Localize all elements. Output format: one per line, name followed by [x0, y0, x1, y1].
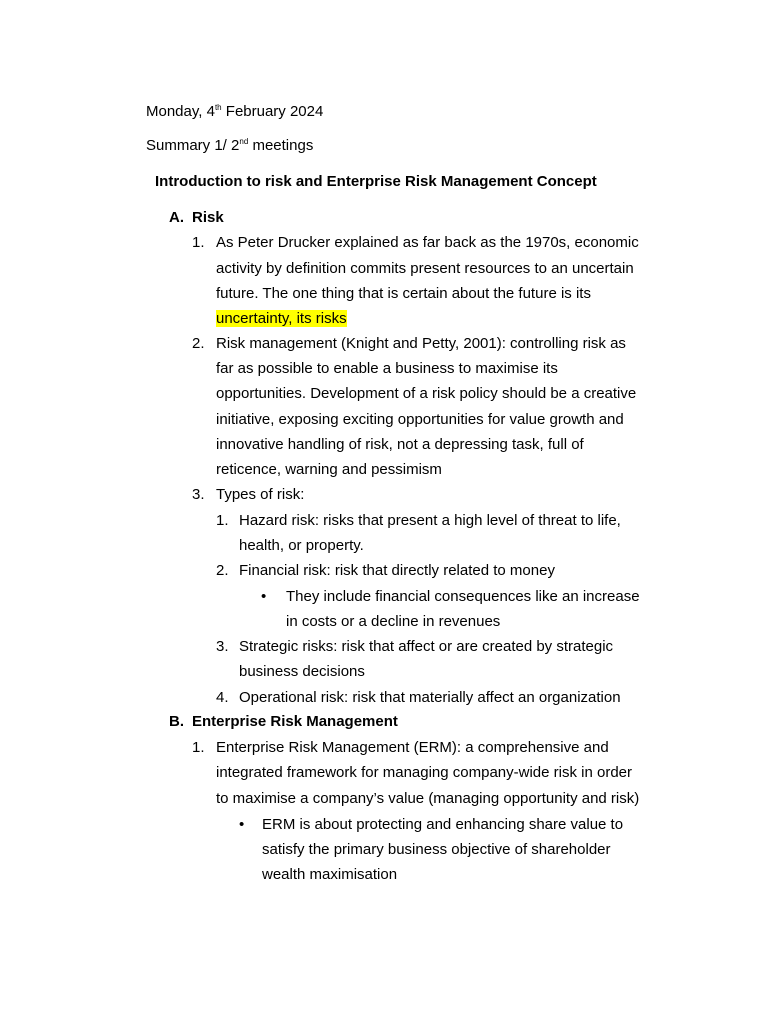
list-marker: 2.	[192, 335, 205, 352]
highlighted-text-line	[216, 310, 347, 328]
paragraph-line: reticence, warning and pessimism	[216, 461, 442, 478]
section-b-heading: Enterprise Risk Management	[192, 713, 398, 730]
paragraph-line: activity by definition commits present resources to an uncertain	[216, 260, 634, 277]
section-a-heading: Risk	[192, 209, 224, 226]
paragraph-line: opportunities. Development of a risk policy should be a creative	[216, 385, 637, 402]
summary-ordinal: nd	[239, 137, 249, 146]
list-marker: 1.	[216, 512, 229, 529]
paragraph-line: business decisions	[239, 663, 365, 680]
paragraph-line: As Peter Drucker explained as far back as the 1970s, economic	[216, 234, 639, 251]
paragraph-line: Operational risk: risk that materially affect an organization	[239, 689, 621, 706]
list-marker: 3.	[192, 486, 205, 503]
paragraph-line: ERM is about protecting and enhancing share value to	[262, 816, 624, 833]
paragraph-line: Strategic risks: risk that affect or are created by strategic	[239, 638, 614, 655]
highlighted-text: uncertainty, its risks	[216, 310, 347, 327]
paragraph-line: future. The one thing that is certain about the future is its	[216, 285, 591, 302]
section-a-marker: A.	[169, 209, 184, 226]
list-marker: 2.	[216, 562, 229, 579]
paragraph-line: Types of risk:	[216, 486, 305, 503]
paragraph-line: wealth maximisation	[262, 866, 398, 883]
paragraph-line: Risk management (Knight and Petty, 2001): controlling risk as	[216, 335, 626, 352]
paragraph-line: in costs or a decline in revenues	[286, 613, 501, 630]
paragraph-line: innovative handling of risk, not a depressing task, full of	[216, 436, 584, 453]
document-title: Introduction to risk and Enterprise Risk Management Concept	[155, 173, 597, 190]
summary-suffix: meetings	[248, 137, 314, 154]
list-marker: 4.	[216, 689, 229, 706]
paragraph-line: Financial risk: risk that directly related to money	[239, 562, 555, 579]
bullet-marker: •	[239, 816, 245, 833]
date-line	[146, 103, 323, 121]
date-ordinal: th	[214, 103, 222, 112]
paragraph-line: Hazard risk: risks that present a high level of threat to life,	[239, 512, 621, 529]
summary-text: Summary 1/ 2	[146, 137, 240, 154]
paragraph-line: integrated framework for managing company-wide risk in order	[216, 764, 633, 781]
summary-line	[146, 137, 313, 155]
section-b-marker: B.	[169, 713, 184, 730]
paragraph-line: They include financial consequences like an increase	[286, 588, 640, 605]
paragraph-line: to maximise a company’s value (managing opportunity and risk)	[216, 790, 640, 807]
paragraph-line: far as possible to enable a business to maximise its	[216, 360, 558, 377]
date-month-year: February 2024	[221, 103, 324, 120]
paragraph-line: Enterprise Risk Management (ERM): a comprehensive and	[216, 739, 609, 756]
bullet-marker: •	[261, 588, 267, 605]
paragraph-line: satisfy the primary business objective of shareholder	[262, 841, 611, 858]
list-marker: 1.	[192, 234, 205, 251]
list-marker: 3.	[216, 638, 229, 655]
paragraph-line: initiative, exposing exciting opportunities for value growth and	[216, 411, 624, 428]
date-text: Monday, 4	[146, 103, 215, 120]
list-marker: 1.	[192, 739, 205, 756]
paragraph-line: health, or property.	[239, 537, 364, 554]
